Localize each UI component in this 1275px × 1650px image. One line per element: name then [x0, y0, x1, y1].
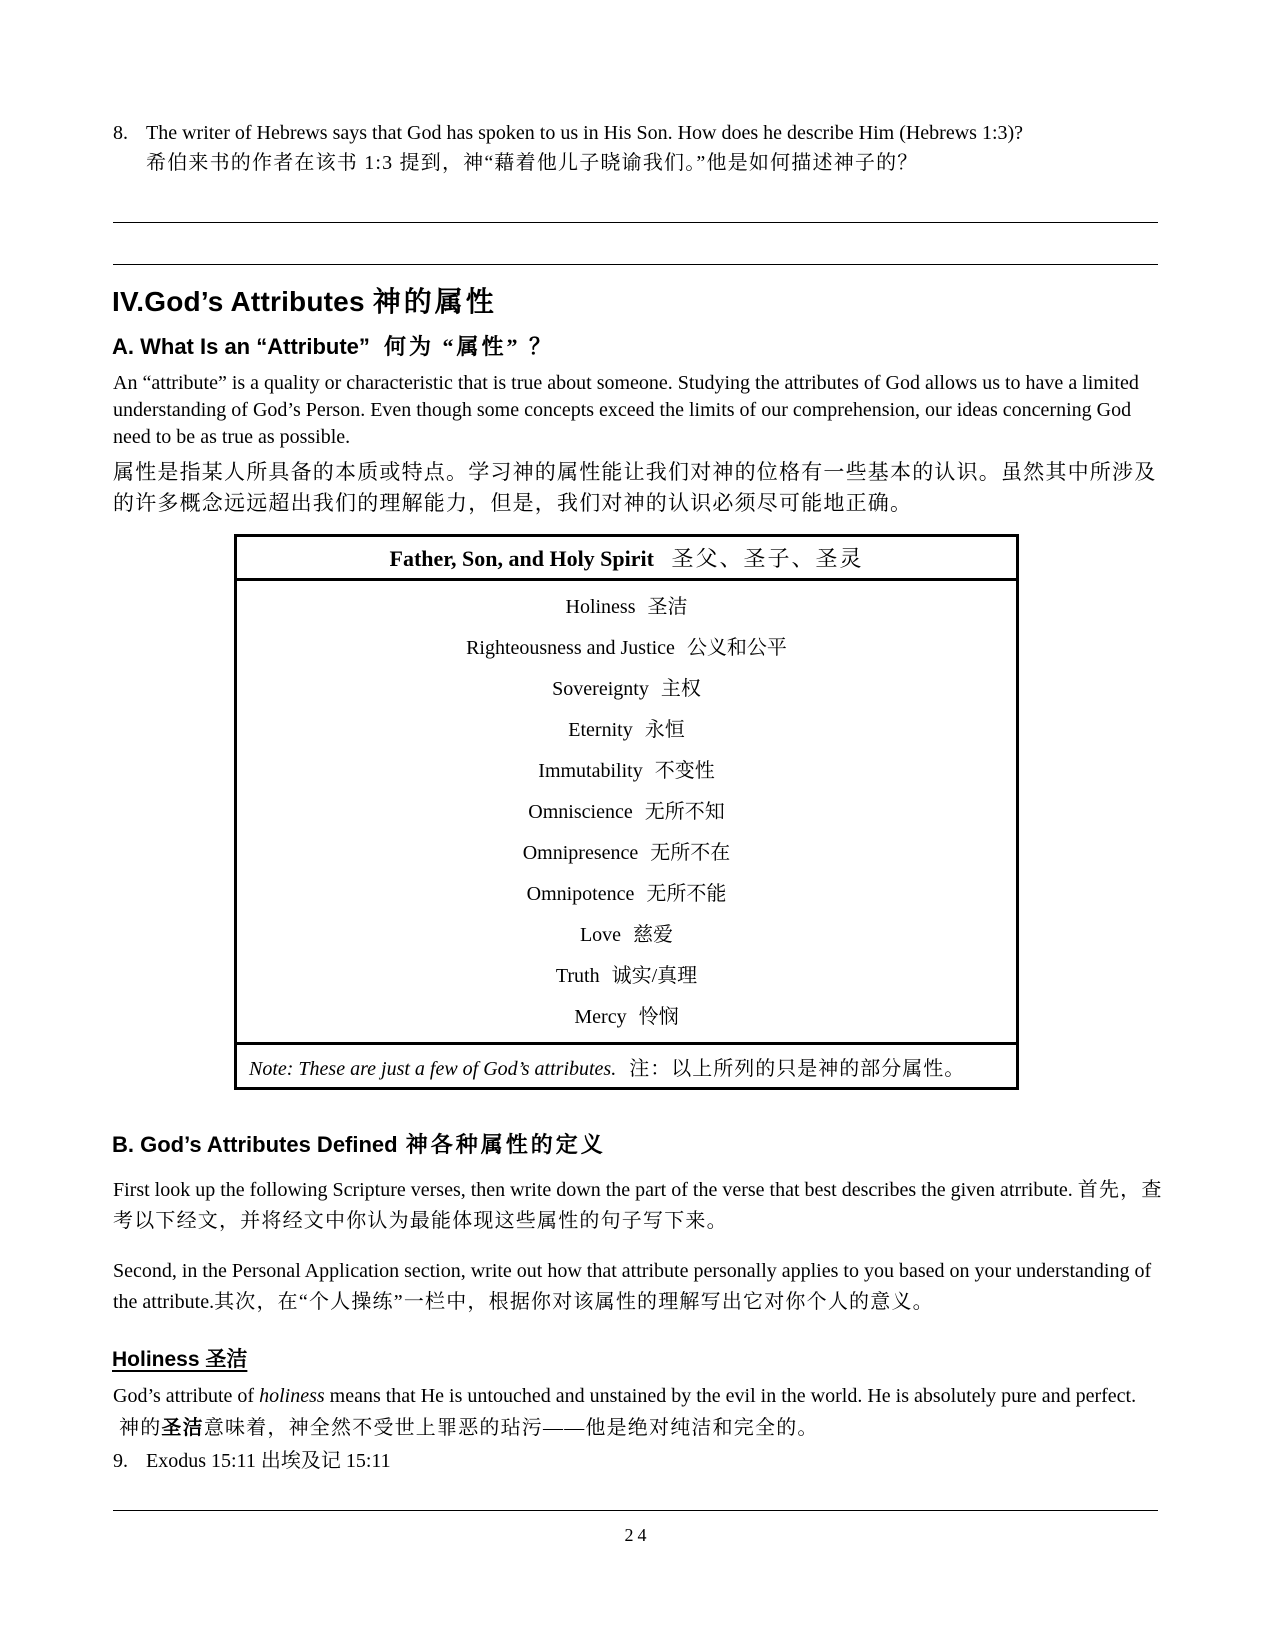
section-a-title-en: A. What Is an “Attribute” [112, 334, 370, 359]
section-iv-heading [112, 280, 497, 320]
attribute-en: Omnipresence [522, 842, 639, 864]
attribute-item [237, 792, 1016, 833]
question-8-english [113, 118, 1153, 148]
attributes-table [234, 534, 1019, 1090]
note-cn: 注：以上所列的只是神的部分属性。 [629, 1057, 966, 1080]
para1-en: First look up the following Scripture verses, then write down the part of the verse that best describes the given atrribute. [113, 1179, 1073, 1201]
section-b-title-cn: 神各种属性的定义 [405, 1132, 606, 1157]
question-number: 9. [113, 1450, 128, 1472]
attribute-cn: 永恒 [644, 719, 685, 741]
section-a-paragraph-en: An “attribute” is a quality or characteristic that is true about someone. Studying the attributes of God allows us to have a limited understanding of God’s Person. Even though some concepts exceed the limits of our comprehension, our ideas concerning God need to be as true as possible. [113, 372, 1139, 448]
attribute-cn: 公义和公平 [686, 637, 787, 659]
attribute-item [237, 628, 1016, 669]
attribute-item [237, 751, 1016, 792]
attribute-cn: 怜悯 [638, 1006, 679, 1028]
attribute-en: Mercy [574, 1006, 627, 1028]
page-number: 24 [624, 1525, 651, 1545]
attribute-item [237, 956, 1016, 997]
table-header-cn: 圣父、圣子、圣灵 [671, 546, 864, 571]
para2-en: Second, in the Personal Application section, write out how that attribute personally applies to you based on your understanding of the attribute. [113, 1260, 1152, 1313]
attributes-table-header [236, 536, 1018, 580]
para2-cn: 其次，在“个人操练”一栏中，根据你对该属性的理解写出它对你个人的意义。 [214, 1291, 934, 1313]
holiness-heading: Holiness 圣洁 [112, 1348, 248, 1371]
section-b-paragraph-2 [113, 1256, 1163, 1318]
attribute-item [237, 710, 1016, 751]
attribute-en: Righteousness and Justice [466, 637, 675, 659]
attribute-cn: 诚实/真理 [611, 965, 698, 987]
attribute-en: Eternity [568, 719, 633, 741]
answer-line[interactable] [113, 1510, 1158, 1511]
attribute-item [237, 833, 1016, 874]
holiness-text-cn: 意味着，神全然不受世上罪恶的玷污——他是绝对纯洁和完全的。 [203, 1417, 819, 1439]
para1-cn: 首先，查考以下经文，并将经文中你认为最能体现这些属性的句子写下来。 [113, 1179, 1163, 1232]
section-a-title-cn: 何为 “属性” ？ [384, 334, 555, 359]
section-a-paragraph-cn: 属性是指某人所具备的本质或特点。学习神的属性能让我们对神的位格有一些基本的认识。虽然其中所涉及的许多概念远远超出我们的理解能力，但是，我们对神的认识必须尽可能地正确。 [113, 460, 1157, 515]
answer-line[interactable] [113, 222, 1158, 223]
section-iv-title-cn: 神的属性 [372, 287, 497, 318]
attribute-cn: 无所不知 [644, 801, 725, 823]
attribute-cn: 无所不能 [646, 883, 727, 905]
section-b-heading [112, 1128, 606, 1159]
section-b-paragraph-1 [113, 1175, 1163, 1237]
attribute-en: Truth [555, 965, 600, 987]
holiness-bold-cn: 圣洁 [161, 1417, 204, 1439]
attribute-en: Love [579, 924, 622, 946]
attribute-en: Sovereignty [552, 678, 649, 700]
note-en: Note: These are just a few of God’s attributes. [249, 1057, 617, 1080]
table-header-en: Father, Son, and Holy Spirit [389, 546, 654, 571]
attribute-item [237, 874, 1016, 915]
section-a-heading [112, 330, 554, 361]
holiness-paragraph [113, 1380, 1163, 1444]
question-8-chinese: 希伯来书的作者在该书 1:3 提到，神“藉着他儿子晓谕我们。”他是如何描述神子的？ [146, 152, 919, 174]
question-9 [113, 1446, 1153, 1476]
section-iv-title-en: IV.God’s Attributes [112, 286, 365, 317]
attribute-cn: 主权 [660, 678, 701, 700]
attributes-list [236, 580, 1018, 1044]
attribute-en: Holiness [565, 596, 636, 618]
attribute-item [237, 997, 1016, 1038]
question-number: 8. [113, 122, 128, 144]
question-9-text: Exodus 15:11 出埃及记 15:11 [146, 1450, 391, 1472]
attribute-cn: 圣洁 [647, 596, 688, 618]
attribute-item [237, 587, 1016, 628]
answer-line[interactable] [113, 264, 1158, 265]
attribute-item [237, 669, 1016, 710]
attribute-cn: 慈爱 [633, 924, 674, 946]
attribute-cn: 无所不在 [650, 842, 731, 864]
attribute-en: Omniscience [528, 801, 633, 823]
attribute-en: Immutability [538, 760, 643, 782]
attributes-table-note [236, 1044, 1018, 1089]
section-b-title-en: B. God’s Attributes Defined [112, 1132, 398, 1157]
attribute-cn: 不变性 [654, 760, 715, 782]
attribute-item [237, 915, 1016, 956]
holiness-text: God’s attribute of [113, 1385, 260, 1407]
question-8-text-en: The writer of Hebrews says that God has spoken to us in His Son. How does he describe Him (Hebrews 1:3)? [146, 122, 1024, 144]
holiness-text: means that He is untouched and unstained by the evil in the world. He is absolutely pure and perfect. [324, 1385, 1137, 1407]
holiness-emphasis: holiness [259, 1385, 325, 1407]
attribute-en: Omnipotence [526, 883, 635, 905]
holiness-text-cn: 神的 [119, 1417, 162, 1439]
